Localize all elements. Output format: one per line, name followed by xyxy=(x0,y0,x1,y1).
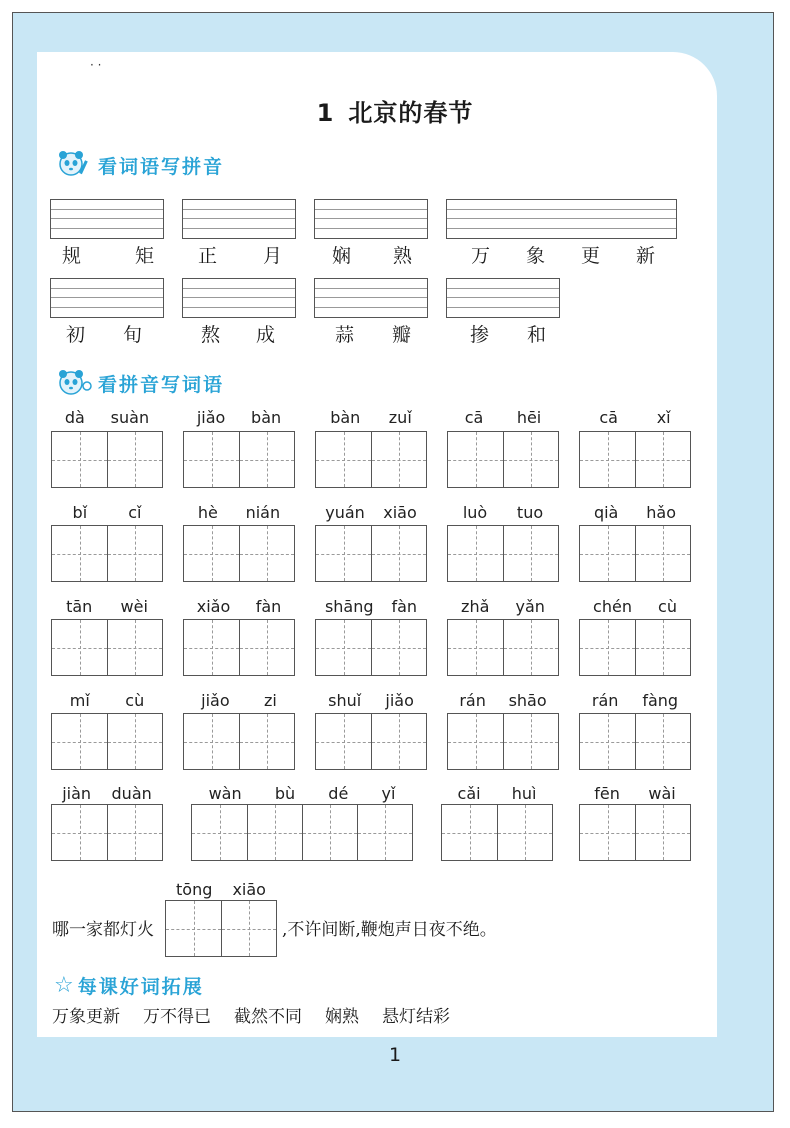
writing-cell[interactable] xyxy=(503,714,558,769)
pinyin-syllable: xiāo xyxy=(383,503,417,522)
pinyin-syllable: bàn xyxy=(251,408,282,427)
lesson-number: 1 xyxy=(316,99,335,127)
writing-cell[interactable] xyxy=(371,432,426,487)
writing-cell[interactable] xyxy=(52,714,107,769)
pinyin-syllable: zi xyxy=(263,691,277,710)
writing-cell[interactable] xyxy=(52,526,107,581)
tianzige-grid[interactable] xyxy=(579,431,691,488)
writing-cell[interactable] xyxy=(184,620,239,675)
pinyin-syllable: shuǐ xyxy=(328,691,362,710)
vocab-word: 娴 熟 xyxy=(332,245,412,267)
pinyin-syllable: rán xyxy=(591,691,619,710)
writing-cell[interactable] xyxy=(107,714,162,769)
tianzige-grid[interactable] xyxy=(183,619,295,676)
pinyin-syllable: tōng xyxy=(176,880,213,899)
pinyin-prompt xyxy=(52,408,162,427)
pinyin-syllable: suàn xyxy=(110,408,150,427)
extension-word: 截然不同 xyxy=(234,1007,302,1027)
pinyin-prompt xyxy=(316,597,426,616)
writing-cell[interactable] xyxy=(184,526,239,581)
pinyin-prompt xyxy=(448,691,558,710)
writing-cell[interactable] xyxy=(239,526,294,581)
writing-cell[interactable] xyxy=(221,901,276,956)
writing-cell[interactable] xyxy=(448,620,503,675)
writing-cell[interactable] xyxy=(316,714,371,769)
pinyin-syllable: jiǎo xyxy=(201,691,230,710)
writing-cell[interactable] xyxy=(580,805,635,860)
extension-word: 万不得已 xyxy=(143,1007,211,1027)
writing-cell[interactable] xyxy=(635,432,690,487)
writing-cell[interactable] xyxy=(448,526,503,581)
vocab-word: 正 月 xyxy=(198,245,282,267)
writing-cell[interactable] xyxy=(448,714,503,769)
tianzige-grid[interactable] xyxy=(51,525,163,582)
pinyin-answer-box[interactable] xyxy=(446,199,677,239)
pinyin-syllable: fàng xyxy=(642,691,679,710)
pinyin-prompt xyxy=(316,408,426,427)
tianzige-grid[interactable] xyxy=(579,804,691,861)
writing-cell[interactable] xyxy=(448,432,503,487)
pinyin-syllable: zhǎ xyxy=(461,597,490,616)
pinyin-syllable: huì xyxy=(511,784,537,803)
writing-cell[interactable] xyxy=(107,620,162,675)
pinyin-prompt xyxy=(52,691,162,710)
pinyin-prompt xyxy=(580,691,690,710)
writing-cell[interactable] xyxy=(52,620,107,675)
vocab-word: 蒜 瓣 xyxy=(335,324,411,346)
vocab-word: 万 象 更 新 xyxy=(471,245,655,267)
panda-icon xyxy=(56,150,94,180)
pinyin-answer-box[interactable] xyxy=(314,278,428,318)
pinyin-syllable: hǎo xyxy=(646,503,677,522)
pinyin-syllable: cǐ xyxy=(128,503,142,522)
writing-cell[interactable] xyxy=(52,805,107,860)
extension-word: 万象更新 xyxy=(52,1007,120,1027)
writing-cell[interactable] xyxy=(503,526,558,581)
pinyin-syllable: duàn xyxy=(111,784,152,803)
writing-cell[interactable] xyxy=(316,526,371,581)
pinyin-syllable: nián xyxy=(245,503,281,522)
pinyin-syllable: jiǎo xyxy=(196,408,226,427)
writing-cell[interactable] xyxy=(166,901,221,956)
pinyin-syllable: mǐ xyxy=(69,691,90,710)
pinyin-prompt xyxy=(448,597,558,616)
pinyin-syllable: luò xyxy=(462,503,488,522)
writing-cell[interactable] xyxy=(635,805,690,860)
pinyin-syllable: dà xyxy=(64,408,85,427)
pinyin-syllable: cǎi xyxy=(457,784,481,803)
tianzige-grid[interactable] xyxy=(315,713,427,770)
section-heading-text: 看拼音写词语 xyxy=(98,373,225,396)
tianzige-grid[interactable] xyxy=(447,713,559,770)
tianzige-grid[interactable] xyxy=(191,804,413,861)
vocab-word: 熬 成 xyxy=(201,324,275,346)
writing-cell[interactable] xyxy=(503,432,558,487)
extension-word: 悬灯结彩 xyxy=(382,1007,450,1027)
pinyin-answer-box[interactable] xyxy=(182,199,296,239)
pinyin-syllable: xǐ xyxy=(656,408,671,427)
pinyin-syllable: wài xyxy=(648,784,676,803)
tianzige-grid[interactable] xyxy=(183,525,295,582)
writing-cell[interactable] xyxy=(316,620,371,675)
writing-cell[interactable] xyxy=(247,805,302,860)
panda-icon xyxy=(56,368,94,398)
writing-cell[interactable] xyxy=(302,805,357,860)
pinyin-syllable: rán xyxy=(459,691,486,710)
corner-dots: · · xyxy=(90,58,102,72)
pinyin-prompt xyxy=(184,408,294,427)
pinyin-syllable: cù xyxy=(658,597,677,616)
tianzige-grid[interactable] xyxy=(579,713,691,770)
pinyin-syllable: cā xyxy=(599,408,618,427)
pinyin-syllable: zuǐ xyxy=(388,408,412,427)
pinyin-syllable: yuán xyxy=(325,503,365,522)
page-number: 1 xyxy=(388,1044,402,1066)
pinyin-answer-box[interactable] xyxy=(446,278,560,318)
writing-cell[interactable] xyxy=(239,432,294,487)
writing-cell[interactable] xyxy=(635,714,690,769)
pinyin-answer-box[interactable] xyxy=(50,278,164,318)
pinyin-prompt xyxy=(184,597,294,616)
pinyin-syllable: bù xyxy=(274,784,296,803)
pinyin-prompt xyxy=(184,503,294,522)
writing-cell[interactable] xyxy=(635,526,690,581)
writing-cell[interactable] xyxy=(107,526,162,581)
tianzige-grid[interactable] xyxy=(315,525,427,582)
writing-cell[interactable] xyxy=(52,432,107,487)
extension-word: 娴熟 xyxy=(325,1007,359,1027)
writing-cell[interactable] xyxy=(635,620,690,675)
section-heading-words xyxy=(56,368,224,398)
pinyin-prompt xyxy=(166,880,276,899)
pinyin-syllable: cā xyxy=(464,408,484,427)
writing-cell[interactable] xyxy=(503,620,558,675)
pinyin-prompt xyxy=(52,597,162,616)
pinyin-answer-box[interactable] xyxy=(314,199,428,239)
writing-cell[interactable] xyxy=(371,526,426,581)
lesson-title xyxy=(0,93,790,128)
pinyin-syllable: xiāo xyxy=(232,880,266,899)
writing-cell[interactable] xyxy=(192,805,247,860)
pinyin-syllable: tuo xyxy=(516,503,544,522)
tianzige-grid[interactable] xyxy=(51,619,163,676)
pinyin-prompt xyxy=(580,597,690,616)
writing-cell[interactable] xyxy=(107,432,162,487)
pinyin-prompt xyxy=(192,784,412,803)
tianzige-grid[interactable] xyxy=(51,713,163,770)
pinyin-syllable: yǐ xyxy=(381,784,396,803)
pinyin-syllable: fàn xyxy=(391,597,418,616)
tianzige-grid[interactable] xyxy=(165,900,277,957)
pinyin-syllable: yǎn xyxy=(515,597,545,616)
writing-cell[interactable] xyxy=(442,805,497,860)
pinyin-prompt xyxy=(52,503,162,522)
tianzige-grid[interactable] xyxy=(51,431,163,488)
writing-cell[interactable] xyxy=(497,805,552,860)
pinyin-syllable: fēn xyxy=(594,784,620,803)
pinyin-syllable: hēi xyxy=(516,408,542,427)
pinyin-syllable: bǐ xyxy=(72,503,88,522)
extension-word-list xyxy=(52,1002,450,1027)
pinyin-syllable: bàn xyxy=(330,408,361,427)
tianzige-grid[interactable] xyxy=(447,431,559,488)
pinyin-syllable: hè xyxy=(197,503,218,522)
writing-cell[interactable] xyxy=(239,620,294,675)
tianzige-grid[interactable] xyxy=(315,619,427,676)
writing-cell[interactable] xyxy=(580,714,635,769)
writing-cell[interactable] xyxy=(239,714,294,769)
section-heading-text: 看词语写拼音 xyxy=(98,155,225,178)
writing-cell[interactable] xyxy=(580,620,635,675)
writing-cell[interactable] xyxy=(357,805,412,860)
lesson-title-text: 北京的春节 xyxy=(348,99,474,127)
tianzige-grid[interactable] xyxy=(51,804,163,861)
writing-cell[interactable] xyxy=(371,620,426,675)
sentence-before: 哪一家都灯火 xyxy=(52,920,154,940)
tianzige-grid[interactable] xyxy=(447,619,559,676)
pinyin-syllable: jiǎo xyxy=(385,691,414,710)
section-heading-pinyin xyxy=(56,150,224,180)
pinyin-prompt xyxy=(442,784,552,803)
pinyin-syllable: dé xyxy=(328,784,349,803)
pinyin-prompt xyxy=(316,503,426,522)
writing-cell[interactable] xyxy=(316,432,371,487)
pinyin-prompt xyxy=(316,691,426,710)
pinyin-syllable: shāo xyxy=(508,691,547,710)
pinyin-syllable: fàn xyxy=(255,597,282,616)
pinyin-answer-box[interactable] xyxy=(50,199,164,239)
pinyin-prompt xyxy=(448,408,558,427)
pinyin-prompt xyxy=(580,784,690,803)
writing-cell[interactable] xyxy=(107,805,162,860)
pinyin-syllable: wàn xyxy=(208,784,242,803)
section-heading-text: 每课好词拓展 xyxy=(77,976,204,998)
writing-cell[interactable] xyxy=(371,714,426,769)
sentence-after: ,不许间断,鞭炮声日夜不绝。 xyxy=(282,920,497,940)
pinyin-syllable: xiǎo xyxy=(196,597,231,616)
writing-cell[interactable] xyxy=(184,432,239,487)
tianzige-grid[interactable] xyxy=(579,619,691,676)
tianzige-grid[interactable] xyxy=(441,804,553,861)
pinyin-prompt xyxy=(448,503,558,522)
tianzige-grid[interactable] xyxy=(447,525,559,582)
star-icon: ☆ xyxy=(54,973,76,998)
pinyin-prompt xyxy=(52,784,162,803)
vocab-word: 初 旬 xyxy=(66,324,142,346)
pinyin-syllable: wèi xyxy=(120,597,148,616)
pinyin-syllable: qià xyxy=(593,503,619,522)
pinyin-syllable: tān xyxy=(66,597,93,616)
pinyin-syllable: shāng xyxy=(324,597,374,616)
pinyin-prompt xyxy=(184,691,294,710)
pinyin-prompt xyxy=(580,408,690,427)
writing-cell[interactable] xyxy=(580,432,635,487)
vocab-word: 规 矩 xyxy=(62,245,154,267)
pinyin-syllable: jiàn xyxy=(62,784,92,803)
writing-cell[interactable] xyxy=(184,714,239,769)
tianzige-grid[interactable] xyxy=(183,431,295,488)
pinyin-answer-box[interactable] xyxy=(182,278,296,318)
pinyin-syllable: chén xyxy=(593,597,632,616)
tianzige-grid[interactable] xyxy=(579,525,691,582)
vocab-word: 掺 和 xyxy=(470,324,546,346)
tianzige-grid[interactable] xyxy=(183,713,295,770)
pinyin-syllable: cù xyxy=(125,691,145,710)
section-heading-extension xyxy=(54,972,204,999)
tianzige-grid[interactable] xyxy=(315,431,427,488)
pinyin-prompt xyxy=(580,503,690,522)
writing-cell[interactable] xyxy=(580,526,635,581)
